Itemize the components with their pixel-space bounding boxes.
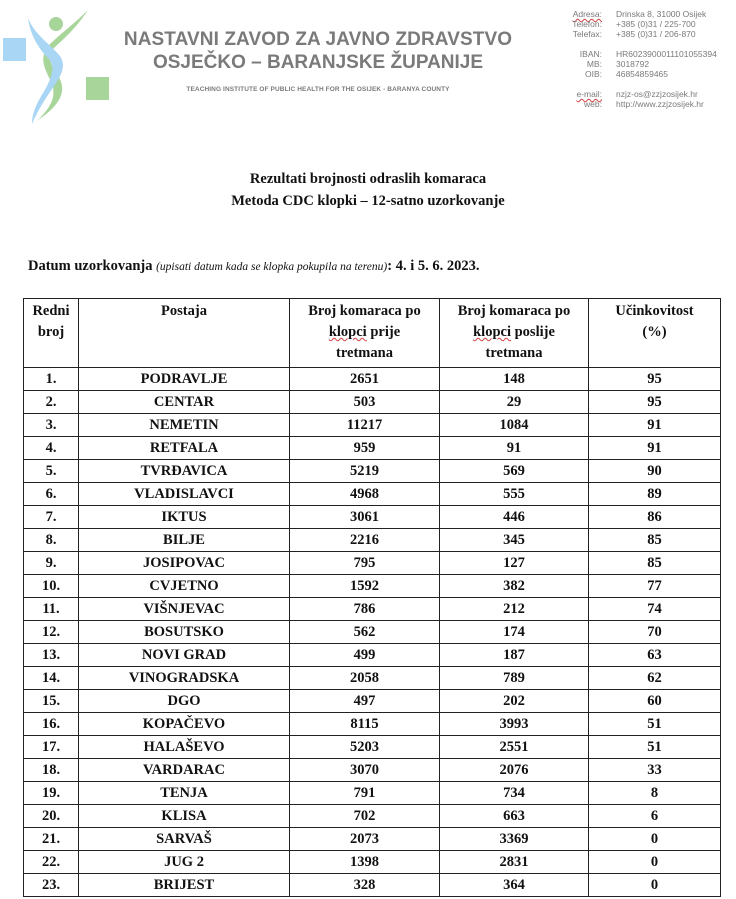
cell-count-after: 187 xyxy=(440,644,589,667)
cell-count-before: 4968 xyxy=(290,483,440,506)
contact-row-fax xyxy=(548,29,717,39)
table-row xyxy=(24,621,721,644)
contact-row-phone xyxy=(548,19,717,29)
cell-ordinal: 21. xyxy=(24,828,79,851)
cell-count-before: 959 xyxy=(290,437,440,460)
cell-count-before: 1398 xyxy=(290,851,440,874)
sampling-date-value: : 4. i 5. 6. 2023. xyxy=(387,258,480,274)
header-line: tretmana xyxy=(336,345,393,361)
table-row xyxy=(24,782,721,805)
cell-station: VIŠNJEVAC xyxy=(79,598,290,621)
contact-label: web: xyxy=(584,99,602,109)
title-line1: Rezultati brojnosti odraslih komaraca xyxy=(249,171,487,187)
email-link[interactable]: nzjz-os@zzjzosijek.hr xyxy=(616,89,698,99)
table-row xyxy=(24,552,721,575)
logo-blue-square xyxy=(3,38,26,61)
header-line: (%) xyxy=(642,324,667,340)
cell-station: BOSUTSKO xyxy=(79,621,290,644)
cell-ordinal: 11. xyxy=(24,598,79,621)
cell-station: RETFALA xyxy=(79,437,290,460)
header-line: Broj komaraca po xyxy=(308,303,421,319)
cell-station: BILJE xyxy=(79,529,290,552)
logo-green-square xyxy=(86,77,109,100)
table-row xyxy=(24,828,721,851)
cell-effectiveness: 60 xyxy=(589,690,721,713)
cell-ordinal: 17. xyxy=(24,736,79,759)
table-row xyxy=(24,874,721,897)
cell-effectiveness: 86 xyxy=(589,506,721,529)
header-line: Učinkovitost xyxy=(615,303,694,319)
web-link[interactable]: http://www.zzjzosijek.hr xyxy=(616,99,704,109)
cell-count-before: 5203 xyxy=(290,736,440,759)
cell-effectiveness: 62 xyxy=(589,667,721,690)
cell-count-before: 499 xyxy=(290,644,440,667)
cell-station: KLISA xyxy=(79,805,290,828)
contact-row-email xyxy=(548,89,717,99)
cell-effectiveness: 91 xyxy=(589,414,721,437)
cell-station: VARDARAC xyxy=(79,759,290,782)
cell-count-after: 789 xyxy=(440,667,589,690)
cell-station: JUG 2 xyxy=(79,851,290,874)
header-line: broj xyxy=(37,324,65,340)
table-row xyxy=(24,437,721,460)
contact-row-oib xyxy=(548,69,717,79)
header-line: tretmana xyxy=(485,345,543,361)
cell-count-after: 364 xyxy=(440,874,589,897)
cell-count-after: 555 xyxy=(440,483,589,506)
table-row xyxy=(24,644,721,667)
organization-name xyxy=(108,28,528,93)
logo-blue-figure xyxy=(28,18,63,124)
cell-count-before: 795 xyxy=(290,552,440,575)
cell-effectiveness: 85 xyxy=(589,552,721,575)
header-ordinal xyxy=(24,299,79,368)
sampling-date xyxy=(28,258,479,275)
cell-effectiveness: 33 xyxy=(589,759,721,782)
cell-ordinal: 12. xyxy=(24,621,79,644)
sampling-date-hint: (upisati datum kada se klopka pokupila na terenu) xyxy=(156,261,388,273)
table-row xyxy=(24,805,721,828)
cell-count-after: 663 xyxy=(440,805,589,828)
org-name-line2: OSJEČKO – BARANJSKE ŽUPANIJE xyxy=(152,52,484,73)
cell-effectiveness: 51 xyxy=(589,713,721,736)
cell-count-before: 3070 xyxy=(290,759,440,782)
cell-count-before: 786 xyxy=(290,598,440,621)
cell-ordinal: 6. xyxy=(24,483,79,506)
header-line: klopci poslije xyxy=(473,324,555,340)
header-count-before xyxy=(290,299,440,368)
cell-count-before: 791 xyxy=(290,782,440,805)
cell-station: TVRĐAVICA xyxy=(79,460,290,483)
cell-ordinal: 5. xyxy=(24,460,79,483)
cell-effectiveness: 89 xyxy=(589,483,721,506)
contact-value: 3018792 xyxy=(616,59,650,69)
cell-effectiveness: 77 xyxy=(589,575,721,598)
cell-effectiveness: 0 xyxy=(589,851,721,874)
cell-count-before: 8115 xyxy=(290,713,440,736)
cell-count-after: 91 xyxy=(440,437,589,460)
cell-ordinal: 22. xyxy=(24,851,79,874)
cell-effectiveness: 95 xyxy=(589,391,721,414)
cell-station: IKTUS xyxy=(79,506,290,529)
logo-head xyxy=(49,17,63,31)
cell-ordinal: 3. xyxy=(24,414,79,437)
cell-count-before: 2651 xyxy=(290,368,440,391)
cell-effectiveness: 6 xyxy=(589,805,721,828)
table-row xyxy=(24,690,721,713)
cell-station: DGO xyxy=(79,690,290,713)
title-line2: Metoda CDC klopki – 12-satno uzorkovanje xyxy=(231,193,505,209)
table-row xyxy=(24,598,721,621)
table-row xyxy=(24,736,721,759)
cell-ordinal: 15. xyxy=(24,690,79,713)
cell-count-before: 2216 xyxy=(290,529,440,552)
cell-count-after: 382 xyxy=(440,575,589,598)
cell-effectiveness: 8 xyxy=(589,782,721,805)
cell-effectiveness: 70 xyxy=(589,621,721,644)
contact-row-address xyxy=(548,9,717,19)
cell-station: JOSIPOVAC xyxy=(79,552,290,575)
cell-count-after: 1084 xyxy=(440,414,589,437)
cell-count-after: 174 xyxy=(440,621,589,644)
cell-count-after: 569 xyxy=(440,460,589,483)
cell-station: SARVAŠ xyxy=(79,828,290,851)
cell-count-after: 446 xyxy=(440,506,589,529)
cell-count-after: 2076 xyxy=(440,759,589,782)
table-row xyxy=(24,575,721,598)
cell-count-after: 127 xyxy=(440,552,589,575)
cell-ordinal: 1. xyxy=(24,368,79,391)
cell-station: NOVI GRAD xyxy=(79,644,290,667)
cell-count-after: 202 xyxy=(440,690,589,713)
cell-station: VINOGRADSKA xyxy=(79,667,290,690)
cell-count-after: 3993 xyxy=(440,713,589,736)
cell-count-before: 328 xyxy=(290,874,440,897)
cell-ordinal: 14. xyxy=(24,667,79,690)
contact-label: Telefon: xyxy=(572,19,602,29)
cell-station: TENJA xyxy=(79,782,290,805)
cell-station: HALAŠEVO xyxy=(79,736,290,759)
contact-value: +385 (0)31 / 225-700 xyxy=(616,19,696,29)
header-count-after xyxy=(440,299,589,368)
table-row xyxy=(24,851,721,874)
cell-ordinal: 4. xyxy=(24,437,79,460)
contact-label: Telefax: xyxy=(572,29,602,39)
logo-green-figure xyxy=(38,10,88,120)
cell-ordinal: 7. xyxy=(24,506,79,529)
cell-ordinal: 9. xyxy=(24,552,79,575)
cell-station: NEMETIN xyxy=(79,414,290,437)
cell-count-after: 3369 xyxy=(440,828,589,851)
cell-count-after: 734 xyxy=(440,782,589,805)
cell-effectiveness: 90 xyxy=(589,460,721,483)
header-line: Postaja xyxy=(161,303,207,319)
header-station xyxy=(79,299,290,368)
cell-count-after: 2831 xyxy=(440,851,589,874)
header-effectiveness xyxy=(589,299,721,368)
cell-ordinal: 16. xyxy=(24,713,79,736)
table-row xyxy=(24,529,721,552)
cell-count-before: 562 xyxy=(290,621,440,644)
table-body xyxy=(24,368,721,897)
cell-ordinal: 10. xyxy=(24,575,79,598)
cell-count-before: 503 xyxy=(290,391,440,414)
cell-count-before: 3061 xyxy=(290,506,440,529)
cell-count-before: 702 xyxy=(290,805,440,828)
document-title xyxy=(0,168,736,212)
contact-value: Drinska 8, 31000 Osijek xyxy=(616,9,707,19)
contact-label: IBAN: xyxy=(579,49,602,59)
contact-row-mb xyxy=(548,59,717,69)
contact-label: Adresa: xyxy=(572,9,602,19)
cell-ordinal: 2. xyxy=(24,391,79,414)
cell-count-before: 5219 xyxy=(290,460,440,483)
cell-station: KOPAČEVO xyxy=(79,713,290,736)
cell-station: CENTAR xyxy=(79,391,290,414)
contact-value: +385 (0)31 / 206-870 xyxy=(616,29,696,39)
institute-logo xyxy=(0,0,115,130)
cell-effectiveness: 95 xyxy=(589,368,721,391)
cell-ordinal: 19. xyxy=(24,782,79,805)
cell-station: BRIJEST xyxy=(79,874,290,897)
table-row xyxy=(24,391,721,414)
contact-row-web xyxy=(548,99,717,109)
cell-ordinal: 13. xyxy=(24,644,79,667)
org-name-english: TEACHING INSTITUTE OF PUBLIC HEALTH FOR THE OSIJEK - BARANYA COUNTY xyxy=(186,86,450,93)
contact-label: e-mail: xyxy=(576,89,602,99)
cell-ordinal: 20. xyxy=(24,805,79,828)
cell-count-after: 345 xyxy=(440,529,589,552)
cell-effectiveness: 85 xyxy=(589,529,721,552)
contact-label: OIB: xyxy=(584,69,602,79)
table-row xyxy=(24,483,721,506)
results-table xyxy=(23,298,721,897)
table-header-row xyxy=(24,299,721,368)
cell-count-before: 1592 xyxy=(290,575,440,598)
cell-count-after: 29 xyxy=(440,391,589,414)
cell-effectiveness: 51 xyxy=(589,736,721,759)
table-row xyxy=(24,414,721,437)
table-row xyxy=(24,713,721,736)
cell-station: PODRAVLJE xyxy=(79,368,290,391)
table-row xyxy=(24,506,721,529)
cell-count-before: 11217 xyxy=(290,414,440,437)
table-row xyxy=(24,759,721,782)
table-row xyxy=(24,667,721,690)
contact-value: HR6023900011101055394 xyxy=(616,49,717,59)
header-line: Redni xyxy=(32,303,70,319)
org-name-line1: NASTAVNI ZAVOD ZA JAVNO ZDRAVSTVO xyxy=(123,29,513,50)
cell-effectiveness: 74 xyxy=(589,598,721,621)
contact-value: 46854859465 xyxy=(616,69,669,79)
cell-ordinal: 18. xyxy=(24,759,79,782)
cell-count-after: 212 xyxy=(440,598,589,621)
cell-count-before: 2073 xyxy=(290,828,440,851)
header-line: Broj komaraca po xyxy=(457,303,571,319)
cell-effectiveness: 91 xyxy=(589,437,721,460)
table-row xyxy=(24,460,721,483)
contact-block xyxy=(548,9,717,109)
table-row xyxy=(24,368,721,391)
contact-row-iban xyxy=(548,49,717,59)
cell-count-before: 2058 xyxy=(290,667,440,690)
cell-count-after: 2551 xyxy=(440,736,589,759)
cell-ordinal: 8. xyxy=(24,529,79,552)
cell-station: CVJETNO xyxy=(79,575,290,598)
header-line: klopci prije xyxy=(328,324,401,340)
cell-effectiveness: 0 xyxy=(589,828,721,851)
contact-label: MB: xyxy=(586,59,602,69)
cell-count-after: 148 xyxy=(440,368,589,391)
cell-station: VLADISLAVCI xyxy=(79,483,290,506)
cell-effectiveness: 63 xyxy=(589,644,721,667)
cell-effectiveness: 0 xyxy=(589,874,721,897)
cell-count-before: 497 xyxy=(290,690,440,713)
cell-ordinal: 23. xyxy=(24,874,79,897)
sampling-date-label: Datum uzorkovanja xyxy=(28,258,153,274)
